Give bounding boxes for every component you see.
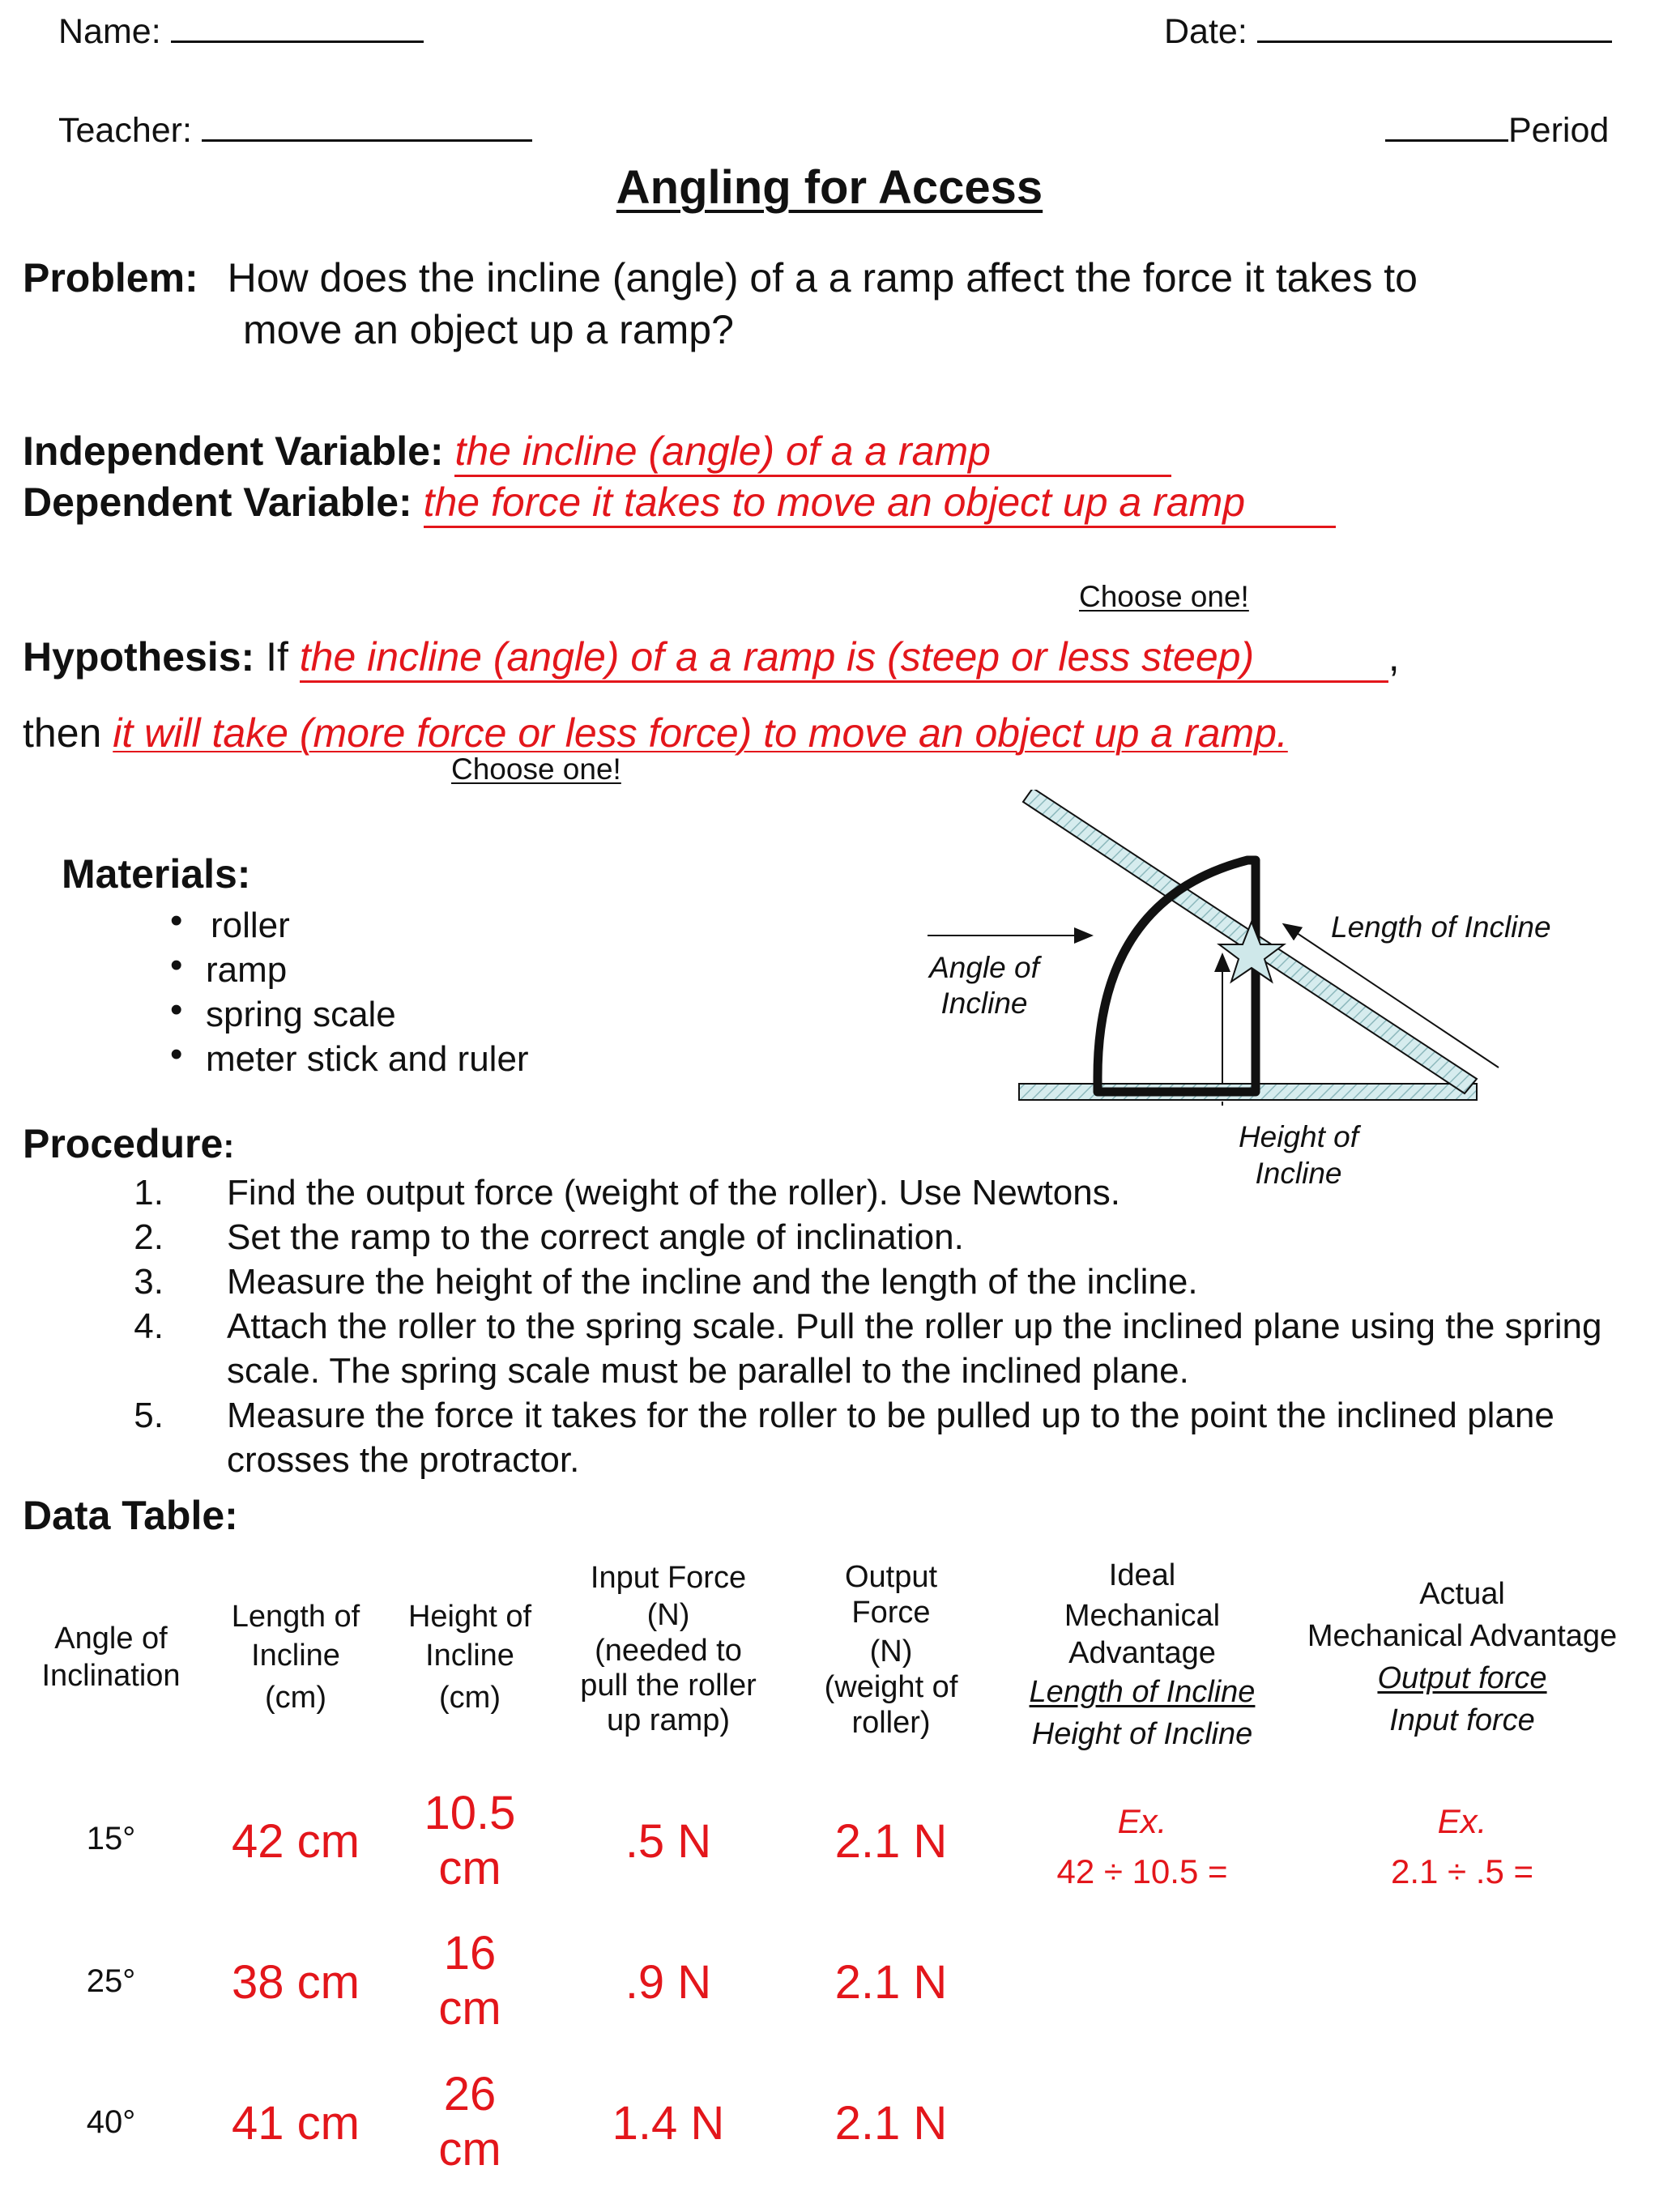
bullet-icon: • (170, 945, 183, 985)
problem-text-1: How does the incline (angle) of a a ramp affect the force it takes to (227, 255, 1418, 300)
length-label: Length of Incline (1331, 910, 1551, 944)
hypothesis-then: then (23, 710, 102, 756)
hypothesis-then-value: it will take (more force or less force) to move an object up a ramp. (113, 710, 1288, 756)
header-angle: Angle of Inclination (41, 1622, 181, 1693)
cell-height: 10.5 cm (424, 1787, 516, 1894)
hypothesis-if-value: the incline (angle) of a a ramp is (steep or less steep) (300, 633, 1388, 683)
independent-variable (23, 428, 1171, 477)
procedure-list: 1. Find the output force (weight of the roller). Use Newtons. 2. Set the ramp to the correct angle of inclination. 3. Measure the height of the incline and the length of the incline. 4. Attach the roller to the spring scale. Pull the roller up the inclined plane using the spring scale. The spring scale must be parallel to the inclined plane. 5. Measure the force it takes for the roller to be pulled up to the point the inclined plane crosses the protractor. (134, 1173, 1602, 1480)
hypothesis-label: Hypothesis: (23, 634, 255, 680)
dependent-value: the force it takes to move an object up a ramp (424, 479, 1336, 528)
independent-value: the incline (angle) of a a ramp (454, 428, 1171, 477)
choose-one-top: Choose one! (1079, 580, 1249, 613)
cell-output: 2.1 N (834, 2097, 948, 2150)
cell-angle: 25° (86, 1963, 136, 1999)
materials-label: Materials: (62, 851, 251, 897)
header-height: Height of Incline (cm) (407, 1600, 532, 1715)
cell-length: 38 cm (232, 1956, 360, 2009)
materials-item: • ramp (170, 945, 288, 990)
dependent-label: Dependent Variable: (23, 479, 412, 525)
problem-text-2: move an object up a ramp? (243, 307, 734, 352)
materials-item: • spring scale (170, 990, 396, 1034)
period-field[interactable] (1385, 107, 1609, 151)
header-ideal-ma: Ideal Mechanical Advantage Length of Incline Height of Incline (1029, 1558, 1256, 1751)
cell-input: 1.4 N (612, 2097, 725, 2150)
period-label: Period (1508, 111, 1610, 150)
page-title: Angling for Access (616, 161, 1043, 214)
cell-input: .5 N (625, 1815, 712, 1868)
cell-output: 2.1 N (834, 1815, 948, 1868)
period-blank[interactable] (1385, 107, 1508, 142)
name-field[interactable] (58, 8, 424, 52)
bullet-icon: • (170, 990, 183, 1029)
procedure-label: Procedure: (23, 1121, 235, 1166)
materials-item: • meter stick and ruler (170, 1034, 529, 1079)
header-actual-ma: Actual Mechanical Advantage Output force Input force (1307, 1577, 1618, 1737)
date-label: Date: (1164, 12, 1247, 51)
problem-label: Problem: (23, 255, 198, 300)
name-blank[interactable] (171, 8, 424, 43)
hypothesis-if: If (266, 634, 288, 680)
date-blank[interactable] (1257, 8, 1612, 43)
cell-angle: 15° (86, 1821, 136, 1856)
header-output-force: Output Force (N) (weight of roller) (824, 1560, 958, 1740)
incline-diagram (923, 790, 1507, 1106)
cell-ideal: Ex. 42 ÷ 10.5 = (1056, 1802, 1228, 1890)
angle-label: Angle of Incline (929, 951, 1039, 1020)
dependent-variable (23, 479, 1336, 528)
header-input-force: Input Force (N) (needed to pull the roller up ramp) (580, 1561, 757, 1737)
cell-height: 26 cm (438, 2068, 501, 2176)
cell-input: .9 N (625, 1956, 712, 2009)
bullet-icon: • (170, 1034, 183, 1074)
cell-output: 2.1 N (834, 1956, 948, 2009)
cell-angle: 40° (86, 2104, 136, 2140)
bullet-icon: • (170, 901, 183, 940)
materials-item: • roller (170, 901, 290, 945)
hypothesis-line-2 (23, 710, 1288, 757)
name-label: Name: (58, 12, 161, 51)
problem-line-1 (23, 254, 1418, 301)
teacher-label: Teacher: (58, 111, 192, 150)
header-length: Length of Incline (cm) (231, 1600, 360, 1715)
cell-actual: Ex. 2.1 ÷ .5 = (1391, 1802, 1533, 1890)
data-table-label: Data Table: (23, 1493, 238, 1538)
choose-one-bottom: Choose one! (451, 752, 621, 786)
cell-height: 16 cm (438, 1927, 501, 2035)
height-label: Height of Incline (1238, 1120, 1359, 1190)
teacher-field[interactable] (58, 107, 532, 151)
cell-length: 41 cm (232, 2097, 360, 2150)
protractor (1098, 860, 1256, 1092)
teacher-blank[interactable] (202, 107, 532, 142)
date-field[interactable] (1164, 8, 1612, 52)
cell-length: 42 cm (232, 1815, 360, 1868)
hypothesis-line-1 (23, 633, 1400, 683)
independent-label: Independent Variable: (23, 428, 444, 474)
hypothesis-comma: , (1388, 634, 1400, 680)
